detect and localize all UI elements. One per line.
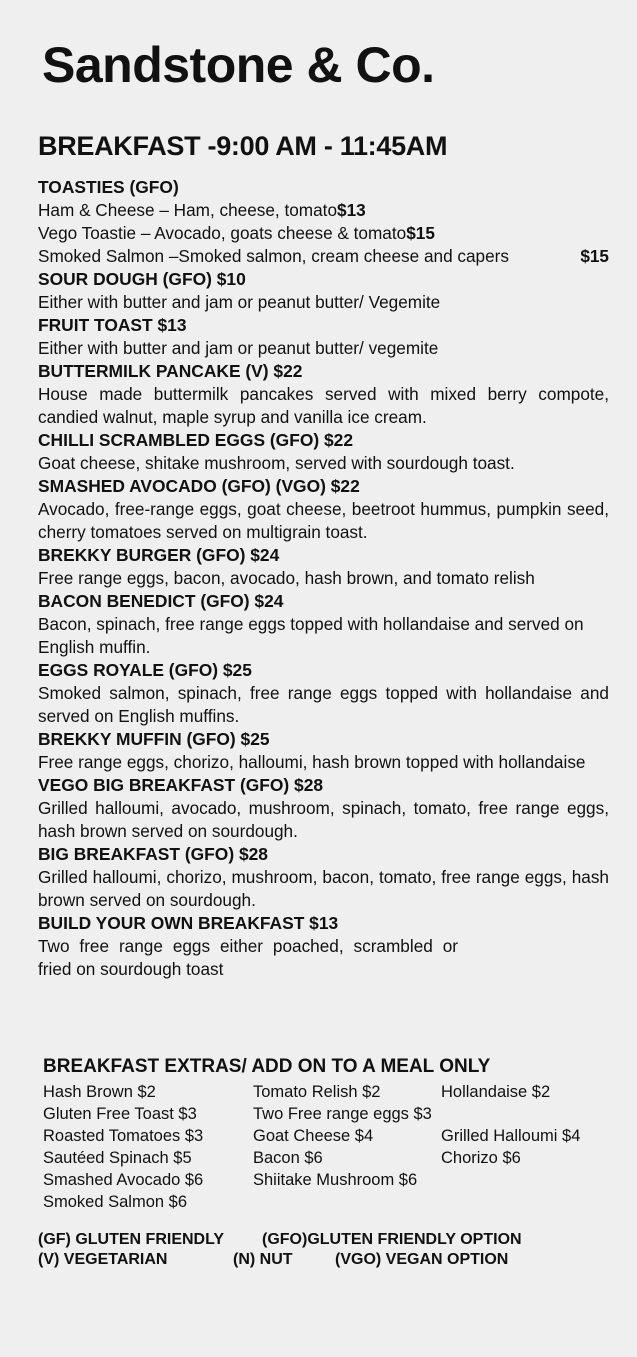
- menu-item-heading: SMASHED AVOCADO (GFO) (VGO) $22: [38, 476, 360, 496]
- menu-item-heading: BUTTERMILK PANCAKE (V) $22: [38, 361, 303, 381]
- legend-n: (N) NUT: [233, 1251, 293, 1268]
- toastie-line: [38, 222, 609, 245]
- extra-item: Roasted Tomatoes $3: [43, 1127, 204, 1145]
- menu-item: [38, 659, 609, 728]
- extra-item: Chorizo $6: [441, 1149, 521, 1167]
- menu-item-description: Either with butter and jam or peanut butter/ vegemite: [38, 338, 439, 358]
- menu-item-heading: BREKKY MUFFIN (GFO) $25: [38, 729, 270, 749]
- extra-item: Smashed Avocado $6: [43, 1171, 204, 1189]
- toastie-line: [38, 245, 609, 268]
- menu-item-description: Free range eggs, bacon, avocado, hash brown, and tomato relish: [38, 568, 535, 588]
- extra-item: Goat Cheese $4: [253, 1127, 374, 1145]
- extra-item: Grilled Halloumi $4: [441, 1127, 581, 1145]
- toastie-text: Smoked Salmon –Smoked salmon, cream cheese and capers: [38, 246, 509, 266]
- menu-item: [38, 429, 609, 475]
- extra-item: Hash Brown $2: [43, 1083, 156, 1101]
- toastie-price: $15: [406, 223, 435, 243]
- legend-v: (V) VEGETARIAN: [38, 1251, 168, 1268]
- menu-item-heading: BREKKY BURGER (GFO) $24: [38, 545, 280, 565]
- menu-item: [38, 912, 609, 981]
- legend-vgo: (VGO) VEGAN OPTION: [335, 1251, 509, 1268]
- toastie-price: $13: [337, 200, 366, 220]
- menu-item: [38, 475, 609, 544]
- menu-item: [38, 590, 609, 659]
- toasties-heading: TOASTIES (GFO): [38, 177, 179, 197]
- menu-item-description: House made buttermilk pancakes served with mixed berry compote, candied walnut, maple syrup and vanilla ice cream.: [38, 384, 609, 427]
- menu-item-description: Goat cheese, shitake mushroom, served with sourdough toast.: [38, 453, 515, 473]
- extra-item: Shiitake Mushroom $6: [253, 1171, 418, 1189]
- breakfast-menu: [38, 176, 609, 981]
- toastie-line: [38, 199, 609, 222]
- menu-item-description: Grilled halloumi, chorizo, mushroom, bacon, tomato, free range eggs, hash brown served on sourdough.: [38, 867, 609, 910]
- menu-item-heading: SOUR DOUGH (GFO) $10: [38, 269, 246, 289]
- menu-item-heading: BUILD YOUR OWN BREAKFAST $13: [38, 913, 339, 933]
- menu-item-heading: BIG BREAKFAST (GFO) $28: [38, 844, 268, 864]
- menu-item: [38, 544, 609, 590]
- menu-item-description: Either with butter and jam or peanut butter/ Vegemite: [38, 292, 441, 312]
- extra-item: Bacon $6: [253, 1149, 323, 1167]
- toastie-price: $15: [580, 246, 609, 266]
- menu-item: [38, 728, 609, 774]
- breakfast-section-title: BREAKFAST -9:00 AM - 11:45AM: [38, 131, 448, 161]
- legend-gfo: (GFO)GLUTEN FRIENDLY OPTION: [262, 1231, 522, 1248]
- brand-title: Sandstone & Co.: [42, 37, 435, 93]
- extras-title: BREAKFAST EXTRAS/ ADD ON TO A MEAL ONLY: [43, 1056, 491, 1077]
- menu-item-description: Bacon, spinach, free range eggs topped with hollandaise and served on English muffin.: [38, 614, 584, 657]
- toastie-text: Ham & Cheese – Ham, cheese, tomato: [38, 200, 338, 220]
- menu-item-description: Free range eggs, chorizo, halloumi, hash brown topped with hollandaise: [38, 752, 586, 772]
- menu-item-description: Grilled halloumi, avocado, mushroom, spinach, tomato, free range eggs, hash brown served on sourdough.: [38, 798, 609, 841]
- extra-item: Smoked Salmon $6: [43, 1193, 187, 1211]
- menu-item-heading: VEGO BIG BREAKFAST (GFO) $28: [38, 775, 324, 795]
- menu-item: [38, 774, 609, 843]
- menu-item-heading: BACON BENEDICT (GFO) $24: [38, 591, 284, 611]
- extra-item: Hollandaise $2: [441, 1083, 551, 1101]
- menu-item-description: Two free range eggs either poached, scrambled or fried on sourdough toast: [38, 936, 458, 979]
- extra-item: Sautéed Spinach $5: [43, 1149, 192, 1167]
- menu-item: [38, 314, 609, 360]
- extra-item: Two Free range eggs $3: [253, 1105, 432, 1123]
- legend-gf: (GF) GLUTEN FRIENDLY: [38, 1231, 225, 1248]
- menu-item: [38, 268, 609, 314]
- menu-item: [38, 360, 609, 429]
- menu-item-description: Avocado, free-range eggs, goat cheese, beetroot hummus, pumpkin seed, cherry tomatoes served on multigrain toast.: [38, 499, 609, 542]
- menu-item-description: Smoked salmon, spinach, free range eggs topped with hollandaise and served on English muffins.: [38, 683, 609, 726]
- extra-item: Gluten Free Toast $3: [43, 1105, 197, 1123]
- toastie-text: Vego Toastie – Avocado, goats cheese & tomato: [38, 223, 407, 243]
- menu-item-heading: FRUIT TOAST $13: [38, 315, 187, 335]
- menu-item-heading: CHILLI SCRAMBLED EGGS (GFO) $22: [38, 430, 353, 450]
- extra-item: Tomato Relish $2: [253, 1083, 381, 1101]
- menu-item-heading: EGGS ROYALE (GFO) $25: [38, 660, 252, 680]
- menu-item: [38, 843, 609, 912]
